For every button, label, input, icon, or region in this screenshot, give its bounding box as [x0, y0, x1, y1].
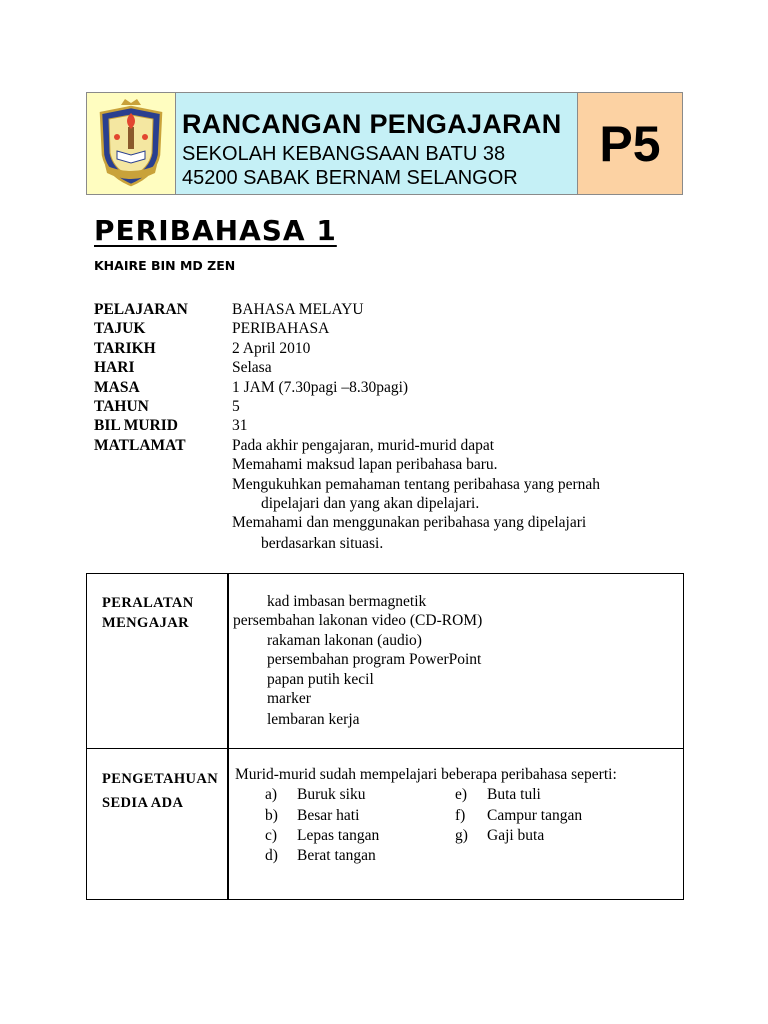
matlamat-line: Memahami dan menggunakan peribahasa yang dipelajari — [232, 514, 587, 532]
list-item — [455, 806, 645, 826]
list-item: kad imbasan bermagnetik — [267, 593, 427, 610]
proverb-column-2 — [455, 785, 645, 866]
list-letter: d) — [265, 847, 278, 865]
info-row-tahun — [94, 397, 652, 416]
knowledge-label-line: SEDIA ADA — [102, 795, 184, 811]
info-value: BAHASA MELAYU — [232, 301, 364, 318]
list-item — [455, 826, 645, 846]
list-text: Lepas tangan — [297, 826, 380, 844]
info-label: BIL MURID — [94, 417, 178, 435]
list-item: marker — [267, 690, 311, 708]
equipment-list — [233, 592, 482, 730]
info-row-hari — [94, 358, 652, 377]
list-text: Campur tangan — [487, 806, 583, 824]
matlamat-line: Pada akhir pengajaran, murid-murid dapat — [232, 436, 495, 454]
info-value: 5 — [232, 398, 240, 416]
school-address: 45200 SABAK BERNAM SELANGOR — [182, 167, 518, 189]
knowledge-row — [87, 749, 683, 899]
knowledge-intro: Murid-murid sudah mempelajari beberapa peribahasa seperti: — [235, 766, 617, 783]
list-item — [265, 806, 455, 826]
info-row-masa — [94, 378, 652, 397]
matlamat-line: dipelajari dan yang akan dipelajari. — [261, 495, 480, 513]
knowledge-content — [235, 765, 645, 866]
matlamat-line: Mengukuhkan pemahaman tentang peribahasa yang pernah — [232, 475, 600, 493]
list-item — [265, 846, 455, 866]
info-label: TAHUN — [94, 398, 149, 416]
list-letter: c) — [265, 826, 278, 844]
info-value: 1 JAM (7.30pagi –8.30pagi) — [232, 378, 409, 396]
logo-cell — [87, 93, 176, 194]
equipment-row — [87, 574, 683, 749]
list-text: Besar hati — [297, 806, 360, 824]
list-item: persembahan lakonan video (CD-ROM) — [233, 612, 483, 630]
list-letter: b) — [265, 806, 278, 824]
author-name: KHAIRE BIN MD ZEN — [94, 258, 236, 273]
info-value: 2 April 2010 — [232, 339, 311, 357]
list-text: Berat tangan — [297, 847, 376, 865]
info-value: 31 — [232, 417, 248, 435]
info-label: TAJUK — [94, 320, 146, 338]
list-item: papan putih kecil — [267, 670, 374, 688]
info-row-bil-murid — [94, 416, 652, 435]
info-label: MATLAMAT — [94, 436, 186, 454]
lesson-table — [86, 573, 684, 900]
equipment-label-line: MENGAJAR — [102, 615, 189, 631]
list-letter: g) — [455, 826, 468, 844]
lesson-info — [94, 300, 652, 555]
info-label: TARIKH — [94, 339, 156, 357]
info-row-matlamat — [94, 436, 652, 555]
title-cell — [176, 93, 578, 194]
info-label: PELAJARAN — [94, 301, 188, 318]
plan-title: RANCANGAN PENGAJARAN — [182, 109, 562, 139]
info-value: PERIBAHASA — [232, 320, 330, 338]
list-item: lembaran kerja — [267, 711, 360, 729]
list-letter: e) — [455, 786, 468, 804]
school-crest-icon — [97, 99, 165, 189]
matlamat-line: Memahami maksud lapan peribahasa baru. — [232, 456, 498, 474]
lesson-code: P5 — [578, 93, 682, 194]
matlamat-line: berdasarkan situasi. — [261, 534, 384, 552]
list-letter: f) — [455, 806, 466, 824]
knowledge-label — [102, 767, 218, 815]
info-row-tarikh — [94, 339, 652, 358]
knowledge-label-line: PENGETAHUAN — [102, 771, 219, 787]
list-item — [265, 826, 455, 846]
list-item: rakaman lakonan (audio) — [267, 631, 422, 649]
info-label: MASA — [94, 378, 140, 396]
school-name: SEKOLAH KEBANGSAAN BATU 38 — [182, 143, 506, 165]
list-item — [455, 785, 645, 805]
list-item — [265, 785, 455, 805]
info-label: HARI — [94, 359, 135, 377]
list-text: Gaji buta — [487, 826, 545, 844]
info-row-tajuk — [94, 319, 652, 338]
proverb-columns — [265, 785, 645, 866]
list-item: persembahan program PowerPoint — [267, 651, 482, 669]
list-letter: a) — [265, 786, 278, 804]
equipment-label-line: PERALATAN — [102, 595, 194, 611]
matlamat-text — [232, 436, 652, 555]
document-header — [86, 92, 683, 195]
equipment-label — [102, 593, 194, 633]
info-value: Selasa — [232, 359, 272, 377]
info-row-pelajaran — [94, 300, 652, 319]
document-title: PERIBAHASA 1 — [94, 214, 337, 247]
list-text: Buta tuli — [487, 786, 541, 804]
list-text: Buruk siku — [297, 786, 366, 804]
proverb-column-1 — [265, 785, 455, 866]
